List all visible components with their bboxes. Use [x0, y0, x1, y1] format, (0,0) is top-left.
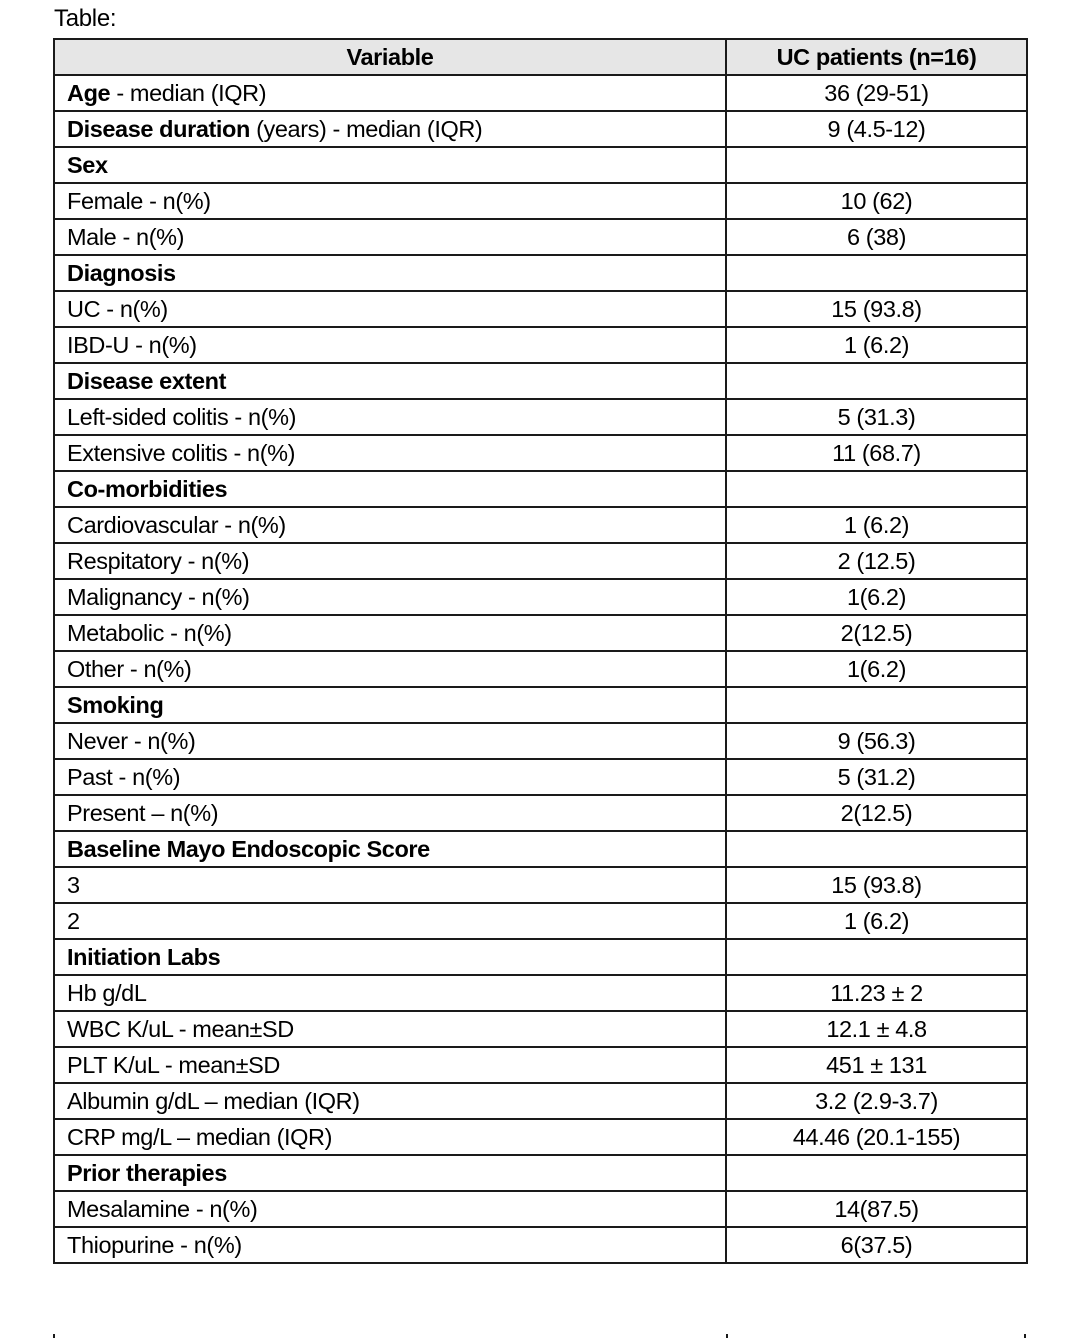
table-row — [54, 111, 1027, 147]
value-cell — [726, 1155, 1027, 1191]
value-cell — [726, 687, 1027, 723]
value-cell: 6(37.5) — [726, 1227, 1027, 1263]
value-cell: 12.1 ± 4.8 — [726, 1011, 1027, 1047]
variable-name: Disease duration — [67, 116, 250, 142]
table-row — [54, 723, 1027, 759]
table-row — [54, 1047, 1027, 1083]
variable-cell: Extensive colitis - n(%) — [54, 435, 726, 471]
section-label: Prior therapies — [54, 1155, 726, 1191]
variable-cell — [54, 111, 726, 147]
value-cell — [726, 363, 1027, 399]
value-cell — [726, 471, 1027, 507]
table-row — [54, 867, 1027, 903]
section-header-row — [54, 363, 1027, 399]
value-cell: 15 (93.8) — [726, 291, 1027, 327]
table-row — [54, 795, 1027, 831]
variable-cell: Metabolic - n(%) — [54, 615, 726, 651]
variable-cell: Respitatory - n(%) — [54, 543, 726, 579]
value-cell: 11 (68.7) — [726, 435, 1027, 471]
value-cell: 3.2 (2.9-3.7) — [726, 1083, 1027, 1119]
value-cell: 15 (93.8) — [726, 867, 1027, 903]
table-row — [54, 651, 1027, 687]
value-cell: 11.23 ± 2 — [726, 975, 1027, 1011]
value-cell: 2(12.5) — [726, 615, 1027, 651]
table-row — [54, 543, 1027, 579]
value-cell: 2(12.5) — [726, 795, 1027, 831]
variable-cell: IBD-U - n(%) — [54, 327, 726, 363]
value-cell: 2 (12.5) — [726, 543, 1027, 579]
column-header-variable: Variable — [54, 39, 726, 75]
value-cell: 5 (31.2) — [726, 759, 1027, 795]
variable-cell: Mesalamine - n(%) — [54, 1191, 726, 1227]
section-label: Initiation Labs — [54, 939, 726, 975]
table-row — [54, 399, 1027, 435]
table-header-row — [54, 39, 1027, 75]
table-row — [54, 579, 1027, 615]
value-cell: 1(6.2) — [726, 651, 1027, 687]
section-header-row — [54, 1155, 1027, 1191]
value-cell: 5 (31.3) — [726, 399, 1027, 435]
variable-cell: 3 — [54, 867, 726, 903]
value-cell — [726, 255, 1027, 291]
value-cell — [726, 939, 1027, 975]
variable-cell: Present – n(%) — [54, 795, 726, 831]
section-header-row — [54, 939, 1027, 975]
section-label: Co-morbidities — [54, 471, 726, 507]
variable-cell: Left-sided colitis - n(%) — [54, 399, 726, 435]
value-cell: 9 (4.5-12) — [726, 111, 1027, 147]
variable-qualifier: - median (IQR) — [110, 80, 267, 106]
table-row — [54, 1227, 1027, 1263]
value-cell: 6 (38) — [726, 219, 1027, 255]
table-continuation-edge — [53, 1334, 1026, 1338]
table-row — [54, 759, 1027, 795]
table-row — [54, 435, 1027, 471]
variable-qualifier: (years) - median (IQR) — [249, 116, 483, 142]
value-cell: 44.46 (20.1-155) — [726, 1119, 1027, 1155]
variable-cell: WBC K/uL - mean±SD — [54, 1011, 726, 1047]
value-cell: 1 (6.2) — [726, 507, 1027, 543]
value-cell — [726, 831, 1027, 867]
table-row — [54, 1191, 1027, 1227]
value-cell: 1 (6.2) — [726, 327, 1027, 363]
section-header-row — [54, 147, 1027, 183]
variable-cell: Hb g/dL — [54, 975, 726, 1011]
table-row — [54, 903, 1027, 939]
variable-name: Age — [67, 80, 111, 106]
section-header-row — [54, 255, 1027, 291]
section-header-row — [54, 831, 1027, 867]
variable-cell: Male - n(%) — [54, 219, 726, 255]
section-label: Smoking — [54, 687, 726, 723]
patient-characteristics-table — [53, 38, 1028, 1264]
table-body — [54, 75, 1027, 1263]
variable-cell: Past - n(%) — [54, 759, 726, 795]
table-row — [54, 1011, 1027, 1047]
value-cell: 10 (62) — [726, 183, 1027, 219]
variable-cell: Albumin g/dL – median (IQR) — [54, 1083, 726, 1119]
section-header-row — [54, 687, 1027, 723]
variable-cell — [54, 75, 726, 111]
table-row — [54, 183, 1027, 219]
section-header-row — [54, 471, 1027, 507]
value-cell: 9 (56.3) — [726, 723, 1027, 759]
table-row — [54, 507, 1027, 543]
value-cell: 36 (29-51) — [726, 75, 1027, 111]
section-label: Disease extent — [54, 363, 726, 399]
variable-cell: Cardiovascular - n(%) — [54, 507, 726, 543]
section-label: Baseline Mayo Endoscopic Score — [54, 831, 726, 867]
table-row — [54, 1083, 1027, 1119]
variable-cell: PLT K/uL - mean±SD — [54, 1047, 726, 1083]
section-label: Diagnosis — [54, 255, 726, 291]
table-row — [54, 75, 1027, 111]
table-row — [54, 1119, 1027, 1155]
table-row — [54, 975, 1027, 1011]
table-row — [54, 615, 1027, 651]
variable-cell: Thiopurine - n(%) — [54, 1227, 726, 1263]
table-row — [54, 291, 1027, 327]
variable-cell: Other - n(%) — [54, 651, 726, 687]
table-row — [54, 327, 1027, 363]
column-header-uc-patients: UC patients (n=16) — [726, 39, 1027, 75]
value-cell: 1 (6.2) — [726, 903, 1027, 939]
table-row — [54, 219, 1027, 255]
variable-cell: UC - n(%) — [54, 291, 726, 327]
table-caption: Table: — [54, 5, 117, 32]
value-cell — [726, 147, 1027, 183]
variable-cell: 2 — [54, 903, 726, 939]
section-label: Sex — [54, 147, 726, 183]
value-cell: 14(87.5) — [726, 1191, 1027, 1227]
value-cell: 451 ± 131 — [726, 1047, 1027, 1083]
value-cell: 1(6.2) — [726, 579, 1027, 615]
variable-cell: Malignancy - n(%) — [54, 579, 726, 615]
variable-cell: Female - n(%) — [54, 183, 726, 219]
variable-cell: Never - n(%) — [54, 723, 726, 759]
variable-cell: CRP mg/L – median (IQR) — [54, 1119, 726, 1155]
